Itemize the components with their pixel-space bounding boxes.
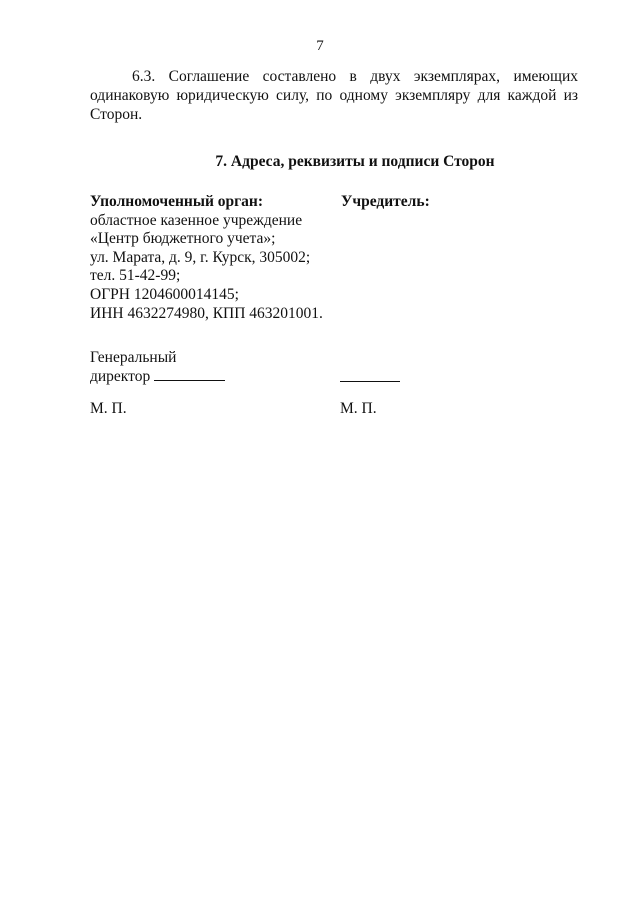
right-signature-line [340, 381, 400, 382]
left-party-block [90, 193, 330, 323]
right-party-heading: Учредитель: [341, 193, 430, 210]
page-number: 7 [316, 38, 324, 54]
signatory-title-text: директор [90, 368, 151, 385]
left-stamp-place: М. П. [90, 400, 127, 417]
signatory-title-line1: Генеральный [90, 349, 177, 366]
left-party-line: тел. 51-42-99; [90, 267, 181, 285]
section-title: 7. Адреса, реквизиты и подписи Сторон [215, 153, 495, 170]
left-signature-line [154, 379, 225, 381]
signatory-title-line2 [90, 367, 225, 386]
left-party-line: ИНН 4632274980, КПП 463201001. [90, 304, 323, 322]
paragraph-6-3: 6.3. Соглашение составлено в двух экземплярах, имеющих одинаковую юридическую силу, по одному экземпляру для каждой из Сторон. [90, 68, 578, 123]
left-party-line: областное казенное учреждение [90, 211, 303, 229]
left-party-line: «Центр бюджетного учета»; [90, 230, 276, 248]
left-party-heading: Уполномоченный орган: [90, 193, 264, 210]
right-party-block [341, 193, 561, 212]
left-party-line: ул. Марата, д. 9, г. Курск, 305002; [90, 248, 311, 266]
left-party-line: ОГРН 1204600014145; [90, 285, 239, 303]
right-stamp-place: М. П. [340, 400, 377, 417]
left-signature-block [90, 348, 225, 386]
